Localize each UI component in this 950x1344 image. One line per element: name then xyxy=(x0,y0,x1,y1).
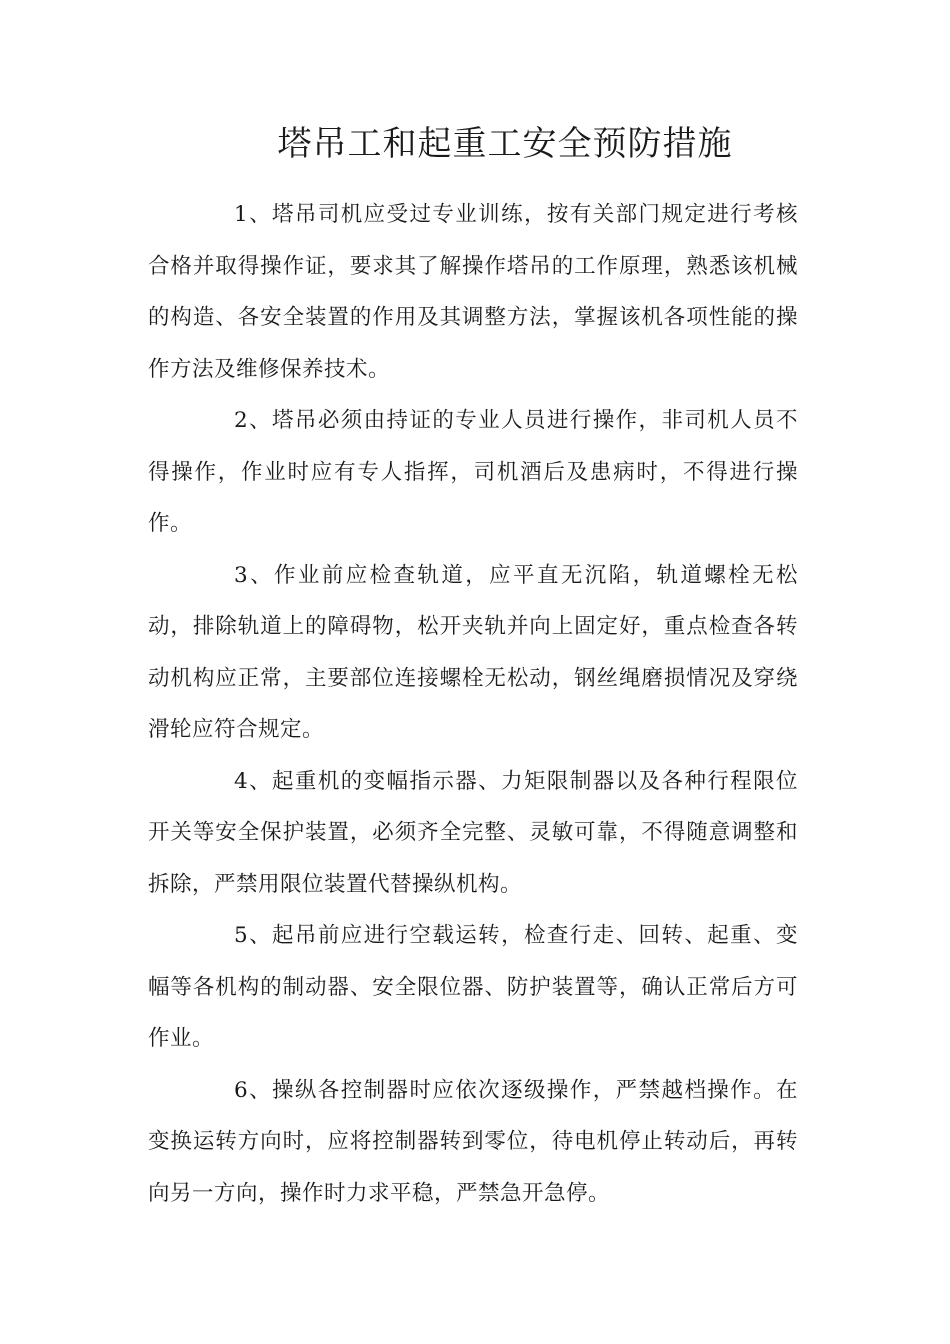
paragraph-1: 1、塔吊司机应受过专业训练，按有关部门规定进行考核合格并取得操作证，要求其了解操作塔吊的工作原理，熟悉该机械的构造、各安全装置的作用及其调整方法，掌握该机各项性能的操作方法及维修保养技术。 xyxy=(148,202,798,382)
paragraph-4: 4、起重机的变幅指示器、力矩限制器以及各种行程限位开关等安全保护装置，必须齐全完整、灵敏可靠，不得随意调整和拆除，严禁用限位装置代替操纵机构。 xyxy=(148,768,798,897)
document-body xyxy=(148,189,798,1219)
document-title: 塔吊工和起重工安全预防措施 xyxy=(277,124,733,164)
paragraph-6: 6、操纵各控制器时应依次逐级操作，严禁越档操作。在变换运转方向时，应将控制器转到零位，待电机停止转动后，再转向另一方向，操作时力求平稳，严禁急开急停。 xyxy=(148,1077,798,1206)
paragraph-3: 3、作业前应检查轨道，应平直无沉陷，轨道螺栓无松动，排除轨道上的障碍物，松开夹轨并向上固定好，重点检查各转动机构应正常，主要部位连接螺栓无松动，钢丝绳磨损情况及穿绕滑轮应符合规定。 xyxy=(148,562,798,742)
paragraph-5: 5、起吊前应进行空载运转，检查行走、回转、起重、变幅等各机构的制动器、安全限位器、防护装置等，确认正常后方可作业。 xyxy=(148,923,798,1051)
paragraph-2: 2、塔吊必须由持证的专业人员进行操作，非司机人员不得操作，作业时应有专人指挥，司机酒后及患病时，不得进行操作。 xyxy=(148,408,798,536)
